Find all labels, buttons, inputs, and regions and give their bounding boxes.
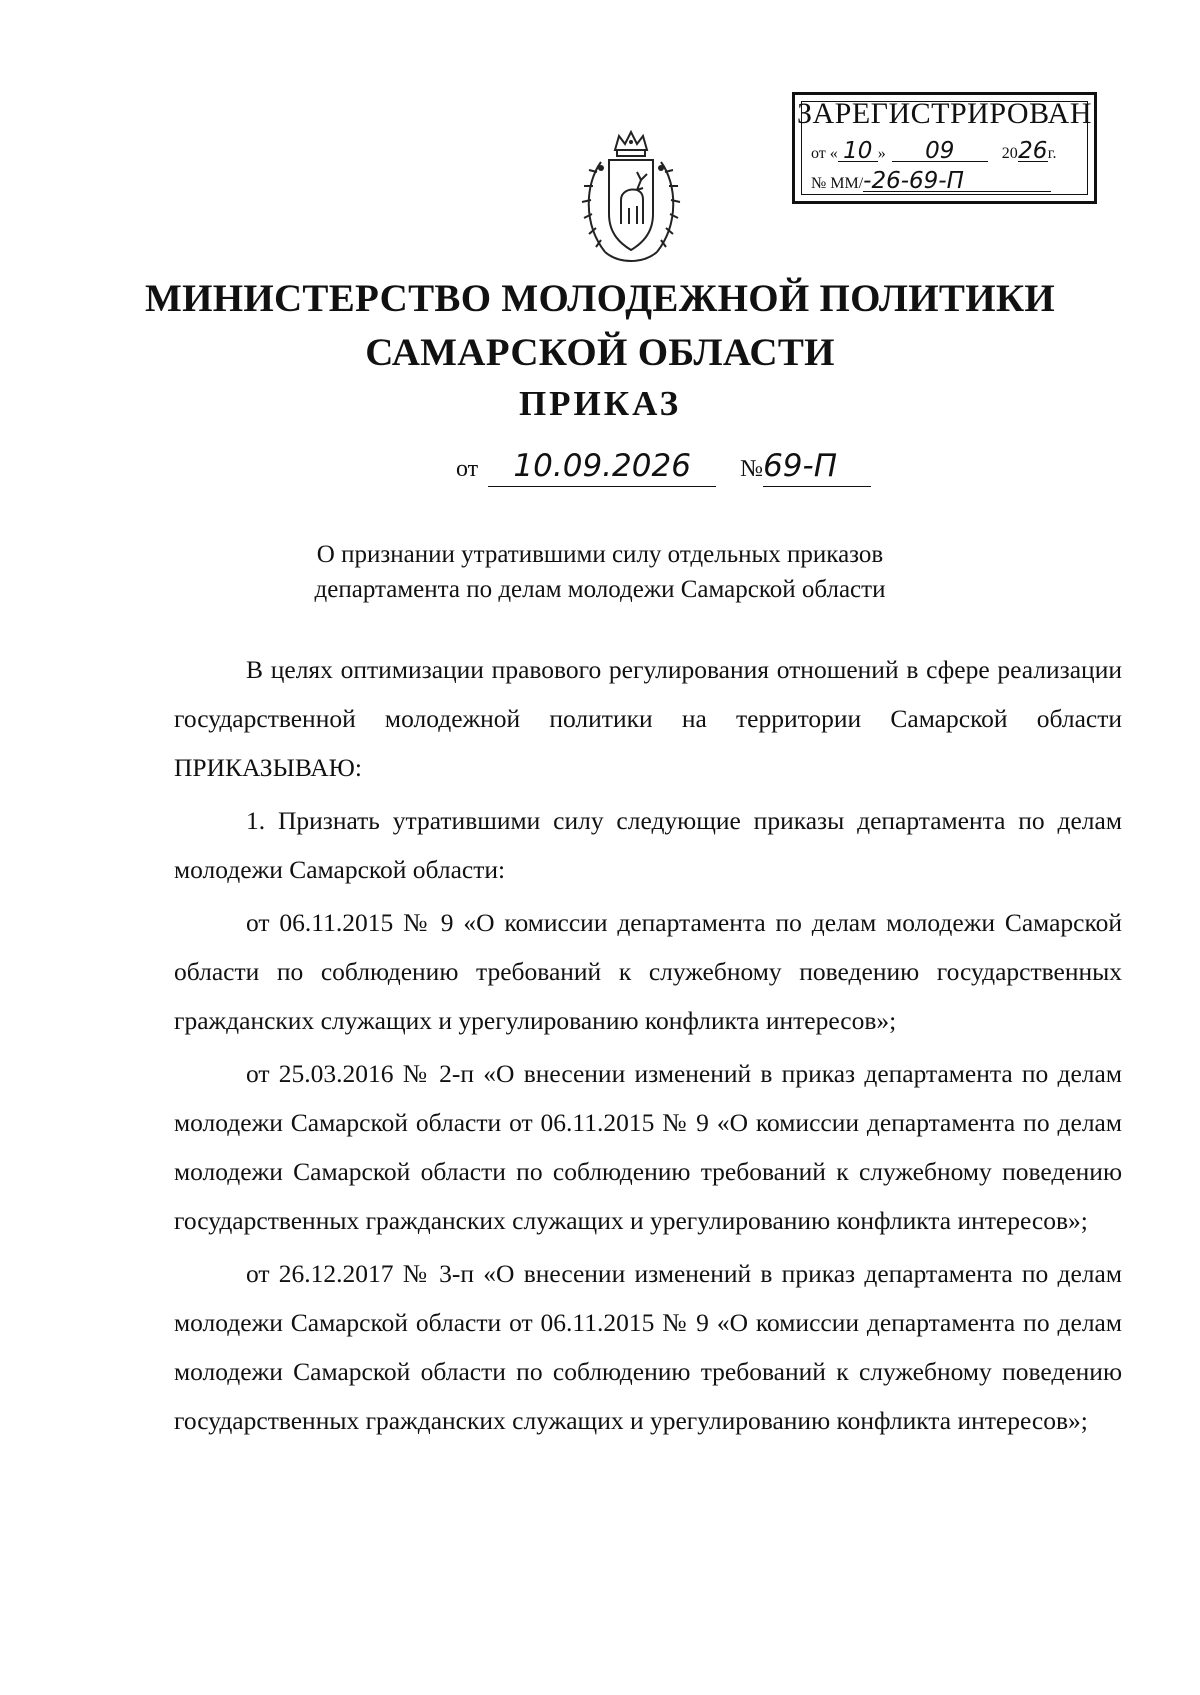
stamp-number-line — [811, 168, 1051, 194]
order-subject-line1: О признании утратившими силу отдельных приказов — [316, 541, 884, 568]
registration-stamp — [792, 92, 1097, 204]
order-number: 69-П — [763, 446, 871, 487]
ministry-name-line2: САМАРСКОЙ ОБЛАСТИ — [365, 331, 835, 374]
stamp-date-mid: » — [877, 145, 886, 162]
body-paragraph: от 26.12.2017 № 3-п «О внесении изменений в приказ департамента по делам молодежи Самарской области от 06.11.2015 № 9 «О комиссии департамента по делам молодежи Самарской области по соблюдению требований к служебному поведению государственных гражданских служащих и урегулированию конфликта интересов»; — [174, 1259, 1122, 1435]
stamp-year-end: г. — [1047, 145, 1057, 162]
stamp-year-suffix: 26 — [1018, 138, 1048, 164]
stamp-day: 10 — [838, 141, 878, 162]
ministry-name — [0, 272, 1200, 380]
stamp-date-prefix: от « — [811, 145, 838, 162]
document-type: ПРИКАЗ — [518, 384, 682, 423]
stamp-title: ЗАРЕГИСТРИРОВАН — [796, 97, 1093, 130]
order-date: 10.09.2026 — [488, 446, 716, 487]
order-date-prefix: от — [456, 456, 479, 482]
order-subject — [0, 537, 1200, 607]
order-subject-line2: департамента по делам молодежи Самарской области — [314, 576, 886, 603]
order-number-prefix: № — [740, 456, 764, 482]
stamp-number-prefix: № ММ/ — [811, 175, 864, 192]
body-paragraph: от 06.11.2015 № 9 «О комиссии департамента по делам молодежи Самарской области по соблюдению требований к служебному поведению государственных гражданских служащих и урегулированию конфликта интересов»; — [174, 908, 1122, 1035]
order-date-number — [456, 446, 871, 489]
body-paragraph: В целях оптимизации правового регулирования отношений в сфере реализации государственной молодежной политики на территории Самарской области ПРИКАЗЫВАЮ: — [174, 655, 1122, 782]
stamp-year-prefix: 20 — [1001, 145, 1018, 162]
body-paragraph: 1. Признать утратившими силу следующие приказы департамента по делам молодежи Самарской области: — [174, 806, 1122, 884]
stamp-month: 09 — [892, 141, 988, 162]
order-body — [174, 645, 1122, 1449]
stamp-date-line — [811, 138, 1057, 164]
samara-coat-of-arms-icon — [570, 128, 692, 268]
stamp-number: -26-69-П — [863, 171, 1051, 192]
body-paragraph: от 25.03.2016 № 2-п «О внесении изменений в приказ департамента по делам молодежи Самарской области от 06.11.2015 № 9 «О комиссии департамента по делам молодежи Самарской области по соблюдению требований к служебному поведению государственных гражданских служащих и урегулированию конфликта интересов»; — [174, 1059, 1122, 1235]
ministry-name-line1: МИНИСТЕРСТВО МОЛОДЕЖНОЙ ПОЛИТИКИ — [144, 277, 1056, 320]
